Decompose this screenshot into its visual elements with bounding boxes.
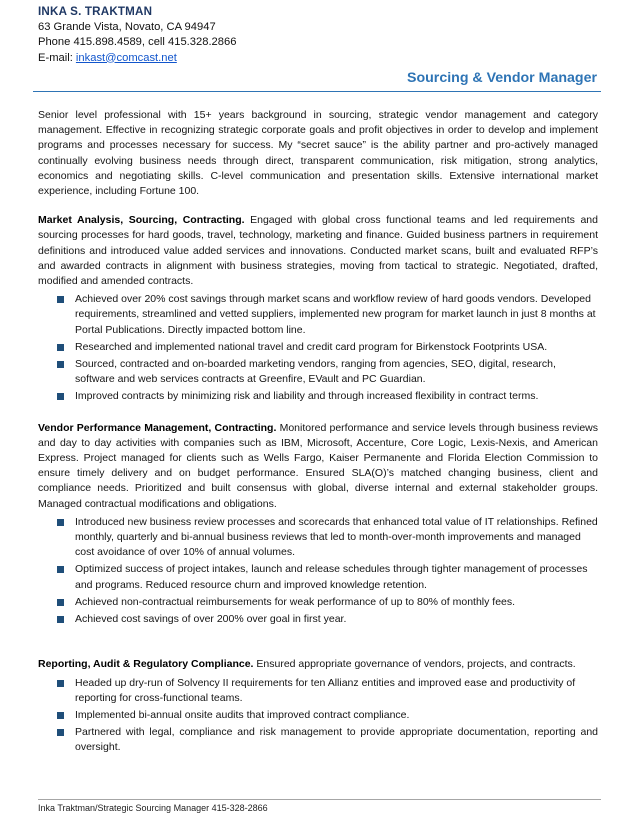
section-vendor-performance (38, 421, 598, 628)
section-paragraph (38, 213, 598, 289)
bullet-item: Achieved cost savings of over 200% over goal in first year. (57, 612, 598, 627)
bullet-item: Researched and implemented national travel and credit card program for Birkenstock Footprints USA. (57, 340, 598, 355)
bullet-item: Optimized success of project intakes, launch and release schedules through tighter management of processes and programs. Reduced resource churn and improved knowledge retention. (57, 562, 598, 592)
section-heading: Reporting, Audit & Regulatory Compliance. (38, 658, 254, 671)
page-footer: Inka Traktman/Strategic Sourcing Manager 415-328-2866 (38, 799, 601, 813)
bullet-item: Partnered with legal, compliance and risk management to provide appropriate documentation, reporting and oversight. (57, 725, 598, 755)
bullet-item: Improved contracts by minimizing risk and liability and through increased flexibility in contract terms. (57, 389, 598, 404)
bullet-list (38, 292, 598, 404)
section-text: Monitored performance and service levels through business reviews and day to day activities with companies such as IBM, Microsoft, Accenture, Core Logic, Lexis-Nexis, and American Express. Project managed for clients such as Wells Fargo, Kaiser Permanente and Florida Election Commission to ensure timely delivery and on budget performance. Ensured SLA(O)’s matched changing business, client and compliance needs. Prioritized and built consensus with global, diverse internal and external stakeholder groups. Managed contractual modifications and obligations. (38, 421, 599, 510)
email-label: E-mail: (38, 51, 76, 64)
section-paragraph (38, 657, 598, 672)
section-market-analysis (38, 213, 598, 404)
bullet-item: Achieved non-contractual reimbursements for weak performance of up to 80% of monthly fees. (57, 595, 598, 610)
contact-header (38, 4, 236, 66)
phone-line: Phone 415.898.4589, cell 415.328.2866 (38, 36, 237, 48)
bullet-item: Headed up dry-run of Solvency II requirements for ten Allianz entities and improved ease and productivity of reporting for cross-functional teams. (57, 676, 598, 706)
email-line (38, 51, 236, 67)
resume-body (38, 108, 598, 758)
bullet-item: Introduced new business review processes and scorecards that enhanced total value of IT relationships. Refined monthly, quarterly and bi-annual business reviews that led to month-over-month improvements and managed cost avoidance of over 10% of annual volumes. (57, 515, 598, 561)
job-title: Sourcing & Vendor Manager (407, 70, 597, 86)
bullet-list (38, 676, 598, 756)
bullet-item: Implemented bi-annual onsite audits that improved contract compliance. (57, 708, 598, 723)
email-link[interactable]: inkast@comcast.net (75, 51, 177, 64)
address: 63 Grande Vista, Novato, CA 94947 (38, 20, 216, 33)
section-reporting-compliance (38, 657, 598, 755)
bullet-item: Achieved over 20% cost savings through market scans and workflow review of hard goods vendors. Developed requirements, streamlined and vetted suppliers, implemented new program for market launch in just 8 months at Portal Publications. Directly impacted bottom line. (57, 292, 598, 338)
section-text: Ensured appropriate governance of vendors, projects, and contracts. (253, 658, 576, 671)
section-paragraph (38, 421, 598, 512)
title-divider (33, 91, 601, 92)
summary-paragraph: Senior level professional with 15+ years background in sourcing, strategic vendor management and category management. Effective in recognizing strategic corporate goals and profit objectives in order to develop and implement programs and processes necessary for success. My “secret sauce” is the ability partner and pro-actively managed continually evolving business needs through direct, transparent communication, risk mitigation, strong analytics, economics and negotiating skills. C-level communication and presentation skills. Extensive international market experience, including Fortune 100. (38, 109, 598, 198)
candidate-name: INKA S. TRAKTMAN (38, 5, 153, 18)
section-heading: Market Analysis, Sourcing, Contracting. (38, 214, 245, 227)
section-heading: Vendor Performance Management, Contracting. (38, 421, 277, 434)
bullet-list (38, 515, 598, 627)
section-text: Engaged with global cross functional teams and led requirements and sourcing processes for hard goods, travel, technology, marketing and finance. Guided business partners in requirement definitions and introduced value added services and innovations. Conducted market scans, built and evaluated RFP’s and awarded contracts in alignment with business strategies, moving from tactical to strategic. Negotiated, drafted, modified and amended contracts. (38, 214, 598, 288)
bullet-item: Sourced, contracted and on-boarded marketing vendors, ranging from agencies, SEO, digital, research, software and web services contracts at Greenfire, EVault and PC Guardian. (57, 357, 598, 387)
